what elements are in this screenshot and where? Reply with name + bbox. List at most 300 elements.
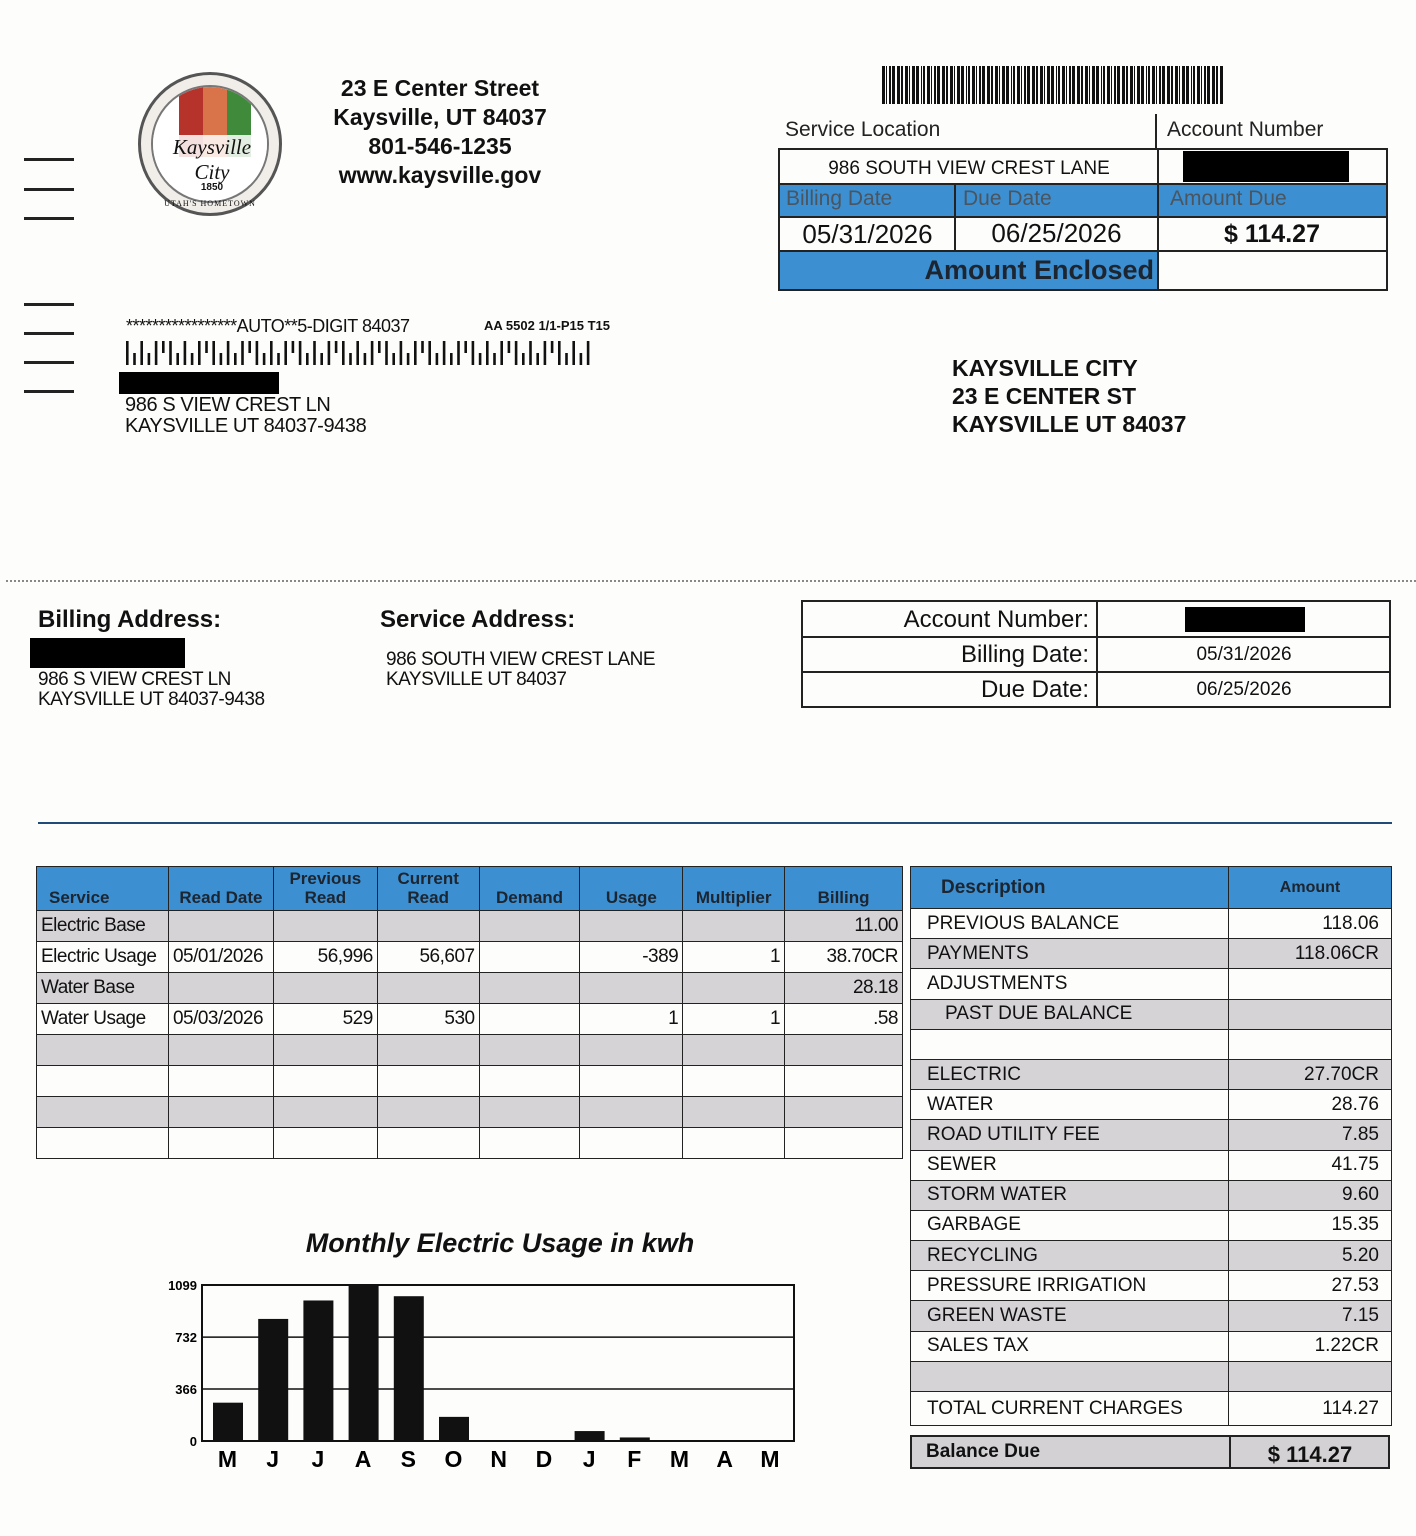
postal-bar	[227, 341, 230, 365]
service-cell	[683, 1097, 785, 1128]
section-divider	[38, 822, 1392, 824]
charge-description: WATER	[911, 1090, 1229, 1120]
service-cell	[377, 1066, 479, 1097]
charge-description: ROAD UTILITY FEE	[911, 1120, 1229, 1150]
tick-mark	[24, 303, 74, 306]
barcode-bar	[987, 66, 990, 104]
service-cell: 38.70CR	[785, 942, 903, 973]
charge-row	[911, 1090, 1392, 1120]
billing-date-label: Billing Date	[786, 187, 893, 210]
usage-bar	[394, 1296, 424, 1441]
charge-row	[911, 1120, 1392, 1150]
service-cell	[37, 1128, 169, 1159]
postal-bar	[205, 341, 208, 353]
usage-bar	[258, 1319, 288, 1441]
postal-bar	[536, 353, 539, 365]
postal-bar	[443, 341, 446, 365]
col-previous-read: Previous Read	[273, 867, 377, 911]
col-current-read: Current Read	[377, 867, 479, 911]
postal-bar	[587, 341, 590, 365]
barcode-bar	[912, 66, 915, 104]
barcode-bar	[1101, 66, 1102, 104]
tick-mark	[24, 390, 74, 393]
postal-bar	[508, 341, 511, 353]
route-code: AA 5502 1/1-P15 T15	[484, 318, 610, 333]
postal-bar	[378, 341, 381, 353]
barcode-bar	[1137, 66, 1140, 104]
barcode-bar	[1017, 66, 1020, 104]
postal-bar	[133, 353, 136, 365]
service-cell	[580, 1066, 683, 1097]
barcode-bar	[882, 66, 885, 104]
month-label: O	[444, 1446, 464, 1472]
barcode-bar	[927, 66, 930, 104]
barcode-bar	[1047, 66, 1050, 104]
service-cell	[377, 1128, 479, 1159]
stub-due-date: 06/25/2026	[991, 218, 1122, 248]
charge-row	[911, 1271, 1392, 1301]
postal-bar	[428, 341, 431, 365]
service-cell	[168, 911, 273, 942]
barcode-bar	[889, 66, 891, 104]
barcode-bar	[1066, 66, 1067, 104]
stub-barcode	[882, 66, 1226, 104]
postal-bar	[335, 341, 338, 353]
barcode-bar	[1006, 66, 1009, 104]
postal-bar	[140, 341, 143, 365]
postal-bar	[284, 341, 287, 365]
barcode-bar	[905, 66, 908, 104]
barcode-bar	[1216, 66, 1218, 104]
account-box-number-label: Account Number:	[903, 606, 1089, 633]
barcode-bar	[1072, 66, 1075, 104]
postal-bar	[464, 341, 467, 353]
barcode-bar	[1117, 66, 1120, 104]
service-cell	[168, 1128, 273, 1159]
service-cell	[479, 911, 580, 942]
barcode-bar	[1130, 66, 1133, 104]
service-cell	[168, 1035, 273, 1066]
service-cell	[168, 1097, 273, 1128]
service-cell	[479, 942, 580, 973]
charge-description: PRESSURE IRRIGATION	[911, 1271, 1229, 1301]
service-cell	[479, 1066, 580, 1097]
postal-bar	[364, 353, 367, 365]
charge-amount: 118.06	[1229, 909, 1392, 939]
barcode-bar	[966, 66, 967, 104]
service-cell	[683, 1035, 785, 1066]
charge-description	[911, 1029, 1229, 1059]
barcode-bar	[968, 66, 970, 104]
chart-title: Monthly Electric Usage in kwh	[305, 1228, 695, 1258]
seal-inner	[151, 85, 269, 203]
charge-amount: 28.76	[1229, 1090, 1392, 1120]
amount-enclosed-field[interactable]	[1160, 254, 1382, 286]
barcode-bar	[1111, 66, 1112, 104]
col-demand: Demand	[479, 867, 580, 911]
remit-address	[952, 354, 1186, 438]
barcode-bar	[1159, 66, 1161, 104]
barcode-bar	[1024, 66, 1026, 104]
city-seal	[138, 72, 282, 216]
postal-bar	[572, 341, 575, 365]
postal-bar	[313, 341, 316, 365]
charge-row	[911, 999, 1392, 1029]
service-cell: 11.00	[785, 911, 903, 942]
service-cell	[377, 973, 479, 1004]
service-address	[386, 650, 655, 690]
charge-description: SEWER	[911, 1150, 1229, 1180]
billing-address	[38, 670, 265, 710]
y-tick-label: 0	[189, 1434, 197, 1449]
postal-bar	[392, 353, 395, 365]
charge-amount: 41.75	[1229, 1150, 1392, 1180]
barcode-bar	[1152, 66, 1155, 104]
postal-bar	[371, 341, 374, 365]
barcode-bar	[916, 66, 919, 104]
service-cell: 1	[683, 942, 785, 973]
postal-bar	[522, 353, 525, 365]
barcode-bar	[946, 66, 948, 104]
barcode-bar	[950, 66, 953, 104]
charges-table-header	[911, 867, 1392, 909]
service-cell	[580, 1035, 683, 1066]
amount-due-label: Amount Due	[1170, 187, 1287, 210]
barcode-bar	[991, 66, 993, 104]
barcode-bar	[957, 66, 960, 104]
barcode-bar	[1032, 66, 1035, 104]
postal-bar	[176, 353, 179, 365]
account-box-due-date: 06/25/2026	[1196, 679, 1292, 700]
barcode-bar	[1201, 66, 1202, 104]
service-cell	[37, 1097, 169, 1128]
charge-description: RECYCLING	[911, 1241, 1229, 1271]
charge-amount: 27.70CR	[1229, 1059, 1392, 1089]
postal-bar	[234, 353, 237, 365]
barcode-bar	[1058, 66, 1060, 104]
service-cell: Water Usage	[37, 1004, 169, 1035]
month-label: A	[716, 1446, 735, 1472]
postal-bar	[328, 341, 331, 365]
presort-line: *****************AUTO**5-DIGIT 84037	[126, 316, 410, 336]
postal-bar	[450, 353, 453, 365]
postal-bar	[407, 353, 410, 365]
due-date-label: Due Date	[963, 187, 1052, 210]
month-label: J	[266, 1446, 281, 1472]
remit-line3: KAYSVILLE UT 84037	[952, 411, 1187, 437]
postal-bar	[126, 341, 129, 365]
service-cell: 56,996	[273, 942, 377, 973]
postal-bar	[220, 353, 223, 365]
tick-mark	[24, 361, 74, 364]
barcode-bar	[1051, 66, 1054, 104]
postal-bar	[292, 341, 295, 353]
service-cell	[377, 1035, 479, 1066]
postal-bar	[162, 341, 165, 353]
chart-frame	[202, 1285, 794, 1441]
charge-row	[911, 1150, 1392, 1180]
y-tick-label: 1099	[168, 1278, 197, 1293]
charge-description: SALES TAX	[911, 1331, 1229, 1361]
city-street: 23 E Center Street	[340, 75, 540, 101]
account-box-due-label: Due Date:	[980, 676, 1089, 703]
postal-bar	[184, 341, 187, 365]
barcode-bar	[1089, 66, 1090, 104]
service-line1: 986 SOUTH VIEW CREST LANE	[386, 649, 656, 670]
barcode-bar	[1027, 66, 1030, 104]
barcode-bar	[1207, 66, 1210, 104]
charge-amount: 118.06CR	[1229, 939, 1392, 969]
service-cell: Electric Base	[37, 911, 169, 942]
y-tick-label: 732	[175, 1330, 197, 1346]
charge-description: PAYMENTS	[911, 939, 1229, 969]
usage-bar	[213, 1403, 243, 1441]
postal-bar	[421, 341, 424, 353]
postal-bar	[342, 341, 345, 365]
barcode-bar	[999, 66, 1000, 104]
barcode-bar	[1148, 66, 1150, 104]
postal-bar	[148, 353, 151, 365]
service-cell: 530	[377, 1004, 479, 1035]
barcode-bar	[1156, 66, 1157, 104]
charge-amount: 5.20	[1229, 1241, 1392, 1271]
barcode-bar	[979, 66, 981, 104]
barcode-bar	[1220, 66, 1223, 104]
service-table	[36, 866, 903, 1159]
postal-bar	[241, 341, 244, 365]
seal-motto: UTAH'S HOMETOWN	[164, 199, 256, 208]
charge-description: STORM WATER	[911, 1180, 1229, 1210]
service-cell	[683, 973, 785, 1004]
account-number-label: Account Number	[1167, 118, 1324, 141]
service-cell: Water Base	[37, 973, 169, 1004]
postal-bar	[306, 353, 309, 365]
service-cell: -389	[580, 942, 683, 973]
charges-table	[910, 866, 1392, 1426]
service-location-value: 986 SOUTH VIEW CREST LANE	[828, 158, 1110, 179]
charge-row	[911, 969, 1392, 999]
service-row	[37, 942, 903, 973]
service-cell	[273, 911, 377, 942]
service-cell	[479, 973, 580, 1004]
barcode-bar	[1114, 66, 1116, 104]
postal-bar	[580, 353, 583, 365]
charge-amount: 15.35	[1229, 1210, 1392, 1240]
service-cell: 529	[273, 1004, 377, 1035]
service-cell	[580, 1128, 683, 1159]
postal-bar	[486, 341, 489, 365]
mailing-line1: 986 S VIEW CREST LN	[125, 394, 331, 416]
charge-amount	[1229, 1361, 1392, 1391]
city-phone: 801-546-1235	[368, 133, 512, 159]
service-cell	[580, 973, 683, 1004]
charge-description	[911, 1361, 1229, 1391]
postal-bar	[198, 341, 201, 365]
service-cell	[580, 911, 683, 942]
tick-mark	[24, 158, 74, 161]
charge-description: GREEN WASTE	[911, 1301, 1229, 1331]
month-label: J	[582, 1446, 597, 1472]
col-billing: Billing	[785, 867, 903, 911]
service-cell	[479, 1097, 580, 1128]
charge-amount: 114.27	[1229, 1392, 1392, 1426]
postal-bar	[349, 353, 352, 365]
month-label: F	[627, 1446, 643, 1472]
service-cell: 28.18	[785, 973, 903, 1004]
mailing-line2: KAYSVILLE UT 84037-9438	[125, 415, 367, 437]
mailing-address	[125, 395, 366, 437]
charge-description: GARBAGE	[911, 1210, 1229, 1240]
postal-bar	[277, 353, 280, 365]
city-citystate: Kaysville, UT 84037	[333, 104, 547, 130]
usage-bar	[620, 1437, 650, 1441]
barcode-bar	[1167, 66, 1170, 104]
barcode-bar	[961, 66, 964, 104]
usage-chart	[150, 1276, 810, 1476]
postal-bar	[414, 341, 417, 365]
barcode-bar	[886, 66, 887, 104]
barcode-bar	[934, 66, 936, 104]
postal-bar	[320, 353, 323, 365]
y-tick-label: 366	[175, 1382, 197, 1398]
barcode-bar	[972, 66, 975, 104]
service-cell	[273, 1097, 377, 1128]
usage-bar	[349, 1285, 379, 1441]
balance-due-label: Balance Due	[926, 1441, 1041, 1462]
col-usage: Usage	[580, 867, 683, 911]
barcode-bar	[1044, 66, 1045, 104]
col-multiplier: Multiplier	[683, 867, 785, 911]
service-cell	[273, 1128, 377, 1159]
charge-row	[911, 1210, 1392, 1240]
barcode-bar	[1069, 66, 1071, 104]
service-cell: 1	[580, 1004, 683, 1035]
barcode-bar	[1107, 66, 1110, 104]
postal-bar	[551, 341, 554, 353]
barcode-bar	[982, 66, 985, 104]
barcode-bar	[923, 66, 925, 104]
service-cell	[273, 973, 377, 1004]
month-label: S	[400, 1446, 417, 1472]
postal-bar	[529, 341, 532, 365]
remit-line2: 23 E CENTER ST	[952, 383, 1137, 409]
service-row	[37, 911, 903, 942]
redacted-account-number-2	[1185, 607, 1305, 632]
tick-mark	[24, 332, 74, 335]
service-cell: 05/03/2026	[168, 1004, 273, 1035]
charge-amount	[1229, 1029, 1392, 1059]
postal-bar	[457, 341, 460, 365]
barcode-bar	[1146, 66, 1147, 104]
barcode-bar	[995, 66, 998, 104]
service-cell: Electric Usage	[37, 942, 169, 973]
charge-amount	[1229, 999, 1392, 1029]
charge-row	[911, 1361, 1392, 1391]
month-label: M	[760, 1446, 781, 1472]
postal-bar	[270, 341, 273, 365]
stub-amount-due: $ 114.27	[1224, 220, 1320, 248]
account-box-billing-label: Billing Date:	[960, 641, 1089, 668]
service-table-header	[37, 867, 903, 911]
barcode-bar	[931, 66, 932, 104]
service-cell	[377, 911, 479, 942]
barcode-bar	[954, 66, 955, 104]
charge-amount: 9.60	[1229, 1180, 1392, 1210]
tick-mark	[24, 217, 74, 220]
col-service: Service	[37, 867, 169, 911]
seal-year: 1850	[200, 182, 224, 193]
service-cell: .58	[785, 1004, 903, 1035]
barcode-bar	[1021, 66, 1022, 104]
col-read-date: Read Date	[168, 867, 273, 911]
postal-bar	[479, 353, 482, 365]
barcode-bar	[921, 66, 922, 104]
month-label: N	[490, 1446, 509, 1472]
barcode-bar	[909, 66, 910, 104]
service-row	[37, 1004, 903, 1035]
postal-bar	[248, 341, 251, 353]
charge-row	[911, 1301, 1392, 1331]
barcode-bar	[1085, 66, 1088, 104]
service-line2: KAYSVILLE UT 84037	[386, 669, 567, 690]
service-cell	[683, 1128, 785, 1159]
barcode-bar	[942, 66, 945, 104]
service-row	[37, 1128, 903, 1159]
barcode-bar	[1103, 66, 1105, 104]
service-cell	[479, 1004, 580, 1035]
service-cell	[37, 1066, 169, 1097]
service-cell	[785, 1128, 903, 1159]
service-cell: 1	[683, 1004, 785, 1035]
service-cell: 05/01/2026	[168, 942, 273, 973]
barcode-bar	[1077, 66, 1080, 104]
month-label: A	[354, 1446, 373, 1472]
postal-bar	[400, 341, 403, 365]
barcode-bar	[1092, 66, 1095, 104]
postal-bar	[493, 353, 496, 365]
postal-bar	[155, 341, 158, 365]
month-label: J	[311, 1446, 326, 1472]
charge-amount: 7.85	[1229, 1120, 1392, 1150]
barcode-bar	[1062, 66, 1065, 104]
redacted-account-number	[1183, 151, 1349, 182]
remit-line1: KAYSVILLE CITY	[952, 355, 1138, 381]
perforation-line	[6, 580, 1416, 582]
barcode-bar	[1122, 66, 1125, 104]
barcode-bar	[1096, 66, 1099, 104]
balance-due-amount: $ 114.27	[1267, 1442, 1353, 1467]
postal-bar	[436, 353, 439, 365]
service-row	[37, 1097, 903, 1128]
postal-bar	[212, 341, 215, 365]
barcode-bar	[1002, 66, 1005, 104]
service-cell	[683, 911, 785, 942]
charge-row	[911, 939, 1392, 969]
service-location-label: Service Location	[785, 118, 941, 141]
barcode-bar	[976, 66, 977, 104]
service-row	[37, 1066, 903, 1097]
barcode-bar	[1191, 66, 1192, 104]
usage-bar	[303, 1300, 333, 1441]
postal-bar	[191, 353, 194, 365]
tick-mark	[24, 188, 74, 191]
service-address-label: Service Address:	[380, 606, 576, 633]
postal-bar	[515, 341, 518, 365]
postal-barcode	[126, 340, 596, 366]
service-cell	[785, 1097, 903, 1128]
month-label: M	[669, 1446, 691, 1472]
charge-description: PAST DUE BALANCE	[911, 999, 1229, 1029]
